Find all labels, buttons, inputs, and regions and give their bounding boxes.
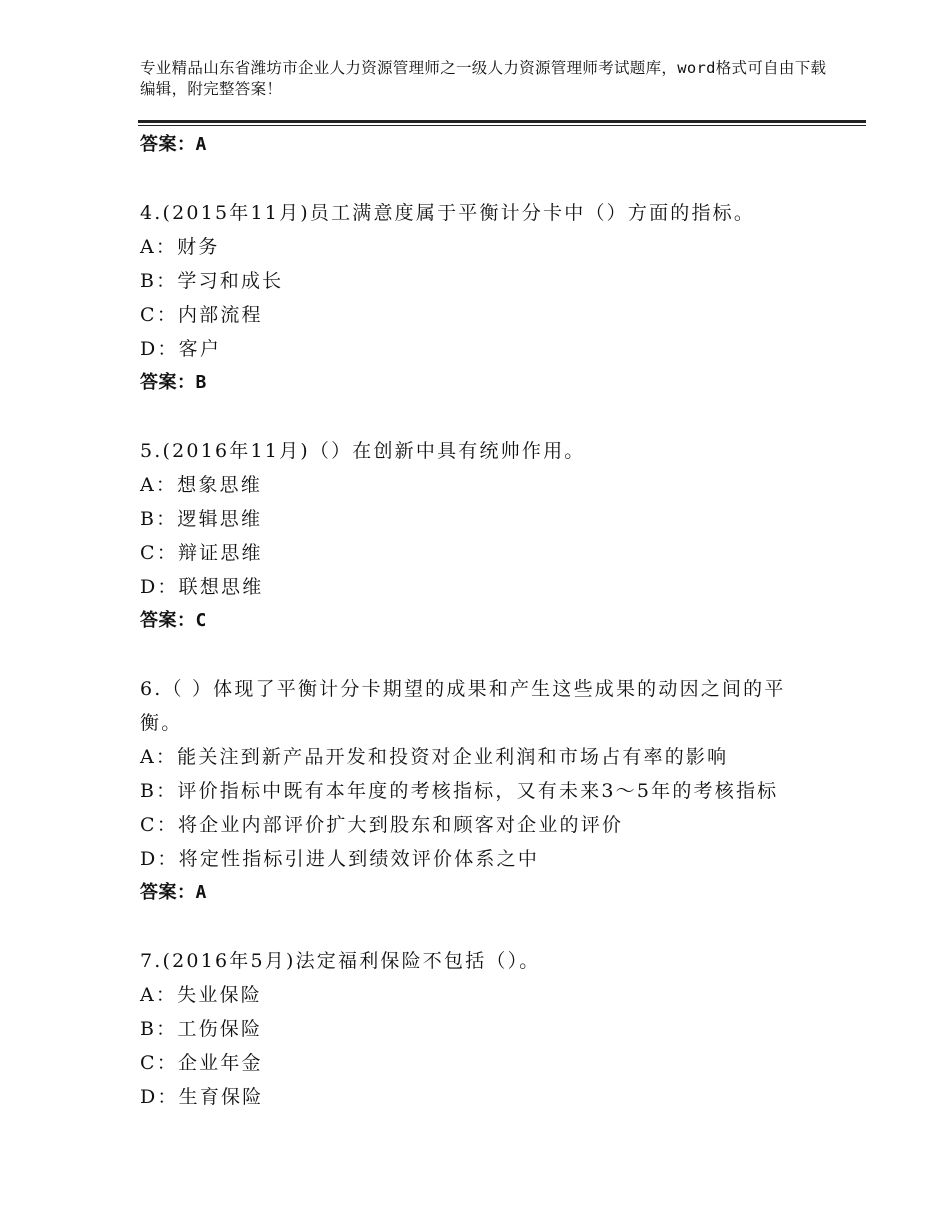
answer-line: 答案：A — [140, 134, 207, 155]
option-b: B：逻辑思维 — [140, 508, 263, 530]
option-c: C：辩证思维 — [140, 542, 263, 564]
question-stem: 5.(2016年11月)（）在创新中具有统帅作用。 — [140, 440, 586, 462]
option-a: A：失业保险 — [140, 984, 262, 1006]
option-c: C：内部流程 — [140, 304, 263, 326]
option-a: A：想象思维 — [140, 474, 262, 496]
option-b: B：工伤保险 — [140, 1018, 263, 1040]
option-c: C：企业年金 — [140, 1052, 263, 1074]
question-7 — [140, 944, 820, 1114]
option-d: D：客户 — [140, 338, 222, 360]
header-divider-thin — [138, 125, 866, 126]
question-6 — [140, 672, 820, 910]
option-d: D：联想思维 — [140, 576, 264, 598]
document-header — [140, 58, 840, 100]
option-c: C：将企业内部评价扩大到股东和顾客对企业的评价 — [140, 814, 624, 836]
answer-line: 答案：A — [140, 882, 207, 903]
question-stem: 4.(2015年11月)员工满意度属于平衡计分卡中（）方面的指标。 — [140, 202, 756, 224]
question-4 — [140, 196, 820, 400]
option-a: A：财务 — [140, 236, 220, 258]
header-divider — [138, 120, 866, 123]
question-stem: 7.(2016年5月)法定福利保险不包括（）。 — [140, 950, 541, 972]
header-title: 专业精品山东省潍坊市企业人力资源管理师之一级人力资源管理师考试题库，word格式可自由下载编辑，附完整答案！ — [140, 59, 827, 98]
option-b: B：评价指标中既有本年度的考核指标，又有未来3～5年的考核指标 — [140, 780, 779, 802]
option-d: D：生育保险 — [140, 1086, 264, 1108]
answer-line: 答案：C — [140, 610, 207, 631]
question-stem: 6.（ ）体现了平衡计分卡期望的成果和产生这些成果的动因之间的平衡。 — [140, 678, 786, 734]
answer-line: 答案：B — [140, 372, 207, 393]
option-b: B：学习和成长 — [140, 270, 284, 292]
question-5 — [140, 434, 820, 638]
option-a: A：能关注到新产品开发和投资对企业利润和市场占有率的影响 — [140, 746, 729, 768]
option-d: D：将定性指标引进人到绩效评价体系之中 — [140, 848, 540, 870]
document-body — [140, 128, 820, 1114]
